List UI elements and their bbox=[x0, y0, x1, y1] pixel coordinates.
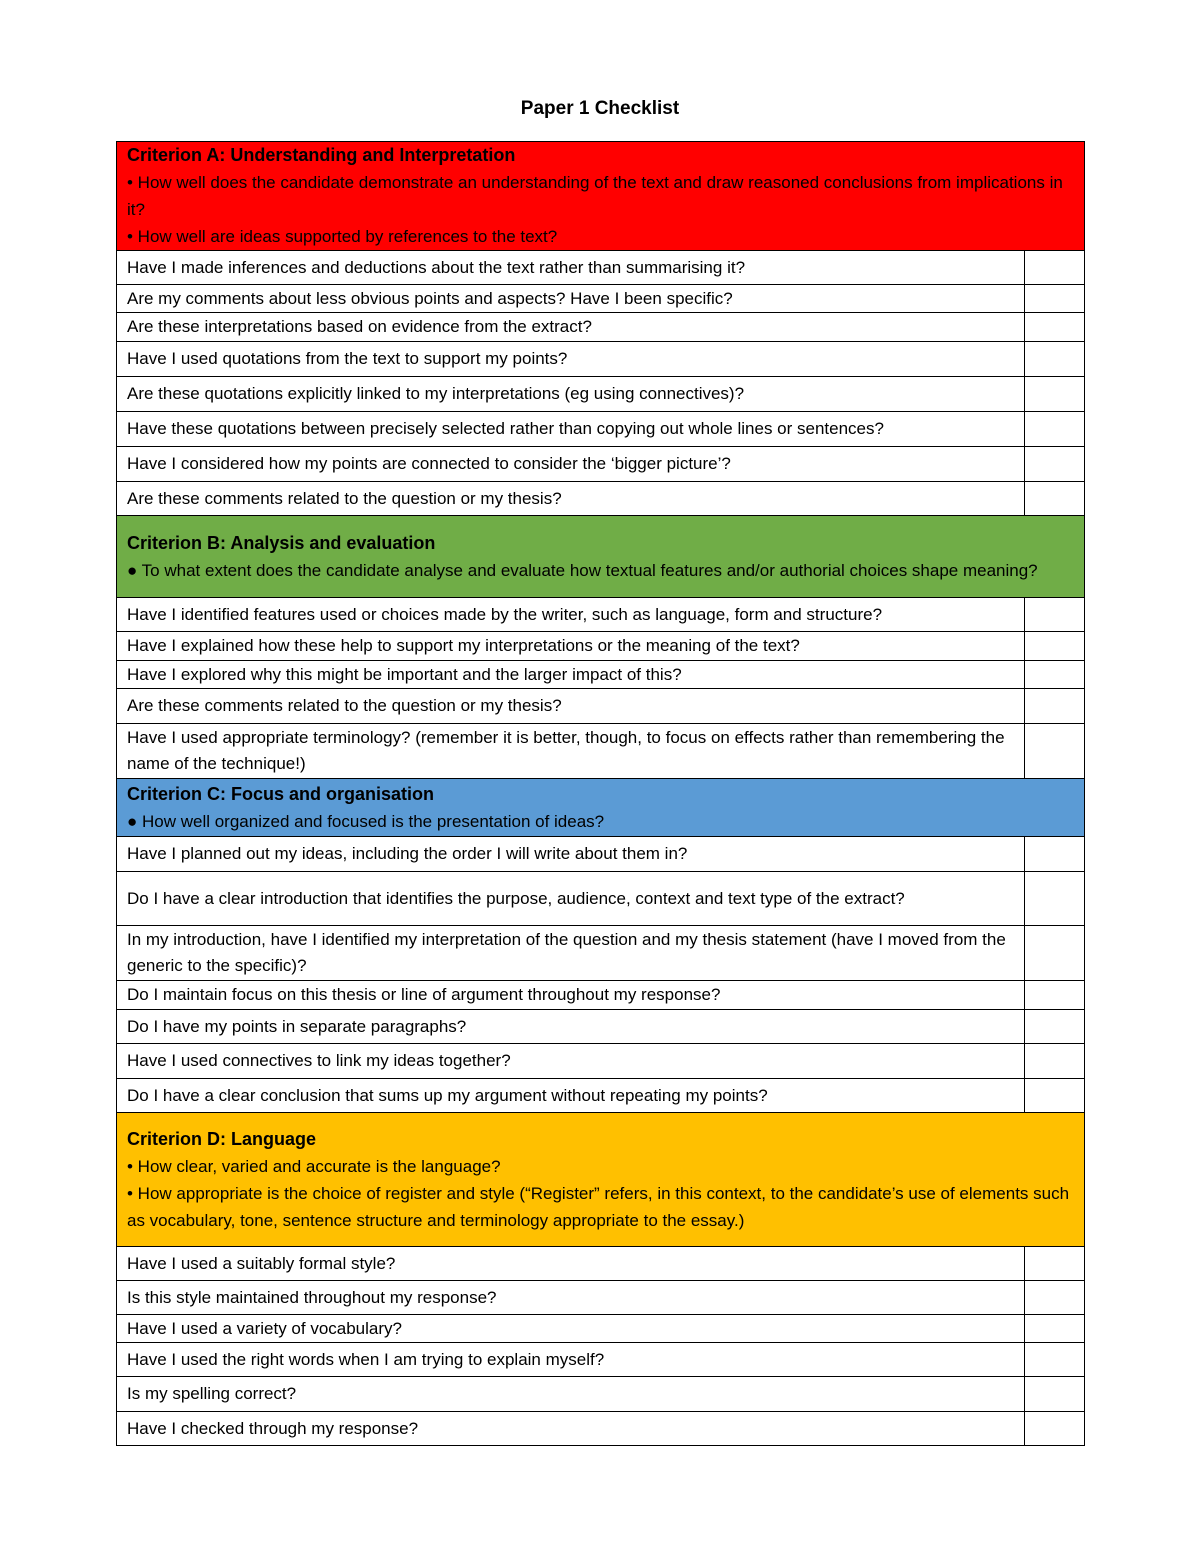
checklist-question: Have these quotations between precisely selected rather than copying out whole lines or sentences? bbox=[117, 412, 1025, 447]
checkbox-cell[interactable] bbox=[1025, 1377, 1085, 1412]
checklist-question: In my introduction, have I identified my interpretation of the question and my thesis statement (have I moved from the generic to the specific)? bbox=[117, 926, 1025, 981]
checklist-row bbox=[117, 1377, 1085, 1412]
checkbox-cell[interactable] bbox=[1025, 482, 1085, 516]
checklist-row bbox=[117, 926, 1085, 981]
checklist-row bbox=[117, 1412, 1085, 1446]
checklist-question: Do I have a clear conclusion that sums up my argument without repeating my points? bbox=[117, 1079, 1025, 1113]
checklist-question: Is this style maintained throughout my response? bbox=[117, 1281, 1025, 1315]
checklist-row bbox=[117, 872, 1085, 926]
checkbox-cell[interactable] bbox=[1025, 1281, 1085, 1315]
checklist-row bbox=[117, 1044, 1085, 1079]
checklist-question: Are these comments related to the question or my thesis? bbox=[117, 482, 1025, 516]
criterion-title: Criterion D: Language bbox=[127, 1128, 317, 1149]
checkbox-cell[interactable] bbox=[1025, 1010, 1085, 1044]
checkbox-cell[interactable] bbox=[1025, 981, 1085, 1010]
criterion-header-row bbox=[117, 779, 1085, 837]
criterion-header-row bbox=[117, 1113, 1085, 1247]
criterion-header-row bbox=[117, 516, 1085, 598]
checkbox-cell[interactable] bbox=[1025, 313, 1085, 342]
checklist-question: Is my spelling correct? bbox=[117, 1377, 1025, 1412]
checklist-question: Are these quotations explicitly linked to my interpretations (eg using connectives)? bbox=[117, 377, 1025, 412]
checkbox-cell[interactable] bbox=[1025, 872, 1085, 926]
checkbox-cell[interactable] bbox=[1025, 689, 1085, 724]
checklist-row bbox=[117, 1247, 1085, 1281]
checkbox-cell[interactable] bbox=[1025, 837, 1085, 872]
checklist-row bbox=[117, 313, 1085, 342]
criterion-bullet: ● To what extent does the candidate analyse and evaluate how textual features and/or authorial choices shape meaning? bbox=[127, 560, 1038, 580]
checklist-row bbox=[117, 981, 1085, 1010]
checklist-question: Have I used a suitably formal style? bbox=[117, 1247, 1025, 1281]
criterion-bullet: • How well are ideas supported by references to the text? bbox=[127, 227, 558, 246]
checkbox-cell[interactable] bbox=[1025, 412, 1085, 447]
checkbox-cell[interactable] bbox=[1025, 377, 1085, 412]
checklist-row bbox=[117, 412, 1085, 447]
checklist-row bbox=[117, 377, 1085, 412]
checklist-question: Have I used a variety of vocabulary? bbox=[117, 1315, 1025, 1343]
checkbox-cell[interactable] bbox=[1025, 1247, 1085, 1281]
checklist-row bbox=[117, 598, 1085, 632]
checklist-row bbox=[117, 251, 1085, 285]
checklist-row bbox=[117, 661, 1085, 689]
checklist-question: Do I maintain focus on this thesis or line of argument throughout my response? bbox=[117, 981, 1025, 1010]
checklist-row bbox=[117, 482, 1085, 516]
checkbox-cell[interactable] bbox=[1025, 926, 1085, 981]
checklist-row bbox=[117, 1343, 1085, 1377]
checklist-row bbox=[117, 724, 1085, 779]
checkbox-cell[interactable] bbox=[1025, 1315, 1085, 1343]
criterion-bullet: • How well does the candidate demonstrate an understanding of the text and draw reasoned conclusions from implications in it? bbox=[127, 173, 1063, 219]
checklist-question: Have I planned out my ideas, including the order I will write about them in? bbox=[117, 837, 1025, 872]
checkbox-cell[interactable] bbox=[1025, 632, 1085, 661]
checklist-question: Have I identified features used or choices made by the writer, such as language, form and structure? bbox=[117, 598, 1025, 632]
checklist-row bbox=[117, 837, 1085, 872]
checklist-question: Have I explored why this might be important and the larger impact of this? bbox=[117, 661, 1025, 689]
checkbox-cell[interactable] bbox=[1025, 285, 1085, 313]
checkbox-cell[interactable] bbox=[1025, 342, 1085, 377]
checkbox-cell[interactable] bbox=[1025, 1412, 1085, 1446]
checklist-question: Are my comments about less obvious points and aspects? Have I been specific? bbox=[117, 285, 1025, 313]
checklist-row bbox=[117, 632, 1085, 661]
checkbox-cell[interactable] bbox=[1025, 1343, 1085, 1377]
checklist-row bbox=[117, 1010, 1085, 1044]
criterion-header bbox=[117, 1113, 1085, 1247]
checkbox-cell[interactable] bbox=[1025, 251, 1085, 285]
checklist-table bbox=[116, 141, 1085, 1446]
checklist-question: Are these comments related to the question or my thesis? bbox=[117, 689, 1025, 724]
checkbox-cell[interactable] bbox=[1025, 661, 1085, 689]
checklist-question: Have I used quotations from the text to support my points? bbox=[117, 342, 1025, 377]
checklist-row bbox=[117, 689, 1085, 724]
checkbox-cell[interactable] bbox=[1025, 724, 1085, 779]
page-title: Paper 1 Checklist bbox=[520, 98, 680, 119]
criterion-title: Criterion A: Understanding and Interpretation bbox=[127, 145, 516, 165]
checklist-row bbox=[117, 285, 1085, 313]
criterion-title: Criterion B: Analysis and evaluation bbox=[127, 532, 436, 553]
checklist-question: Have I made inferences and deductions about the text rather than summarising it? bbox=[117, 251, 1025, 285]
criterion-title: Criterion C: Focus and organisation bbox=[127, 783, 435, 804]
criterion-header bbox=[117, 142, 1085, 251]
checklist-question: Have I used connectives to link my ideas together? bbox=[117, 1044, 1025, 1079]
criterion-bullet: • How clear, varied and accurate is the language? bbox=[127, 1156, 501, 1176]
checklist-question: Have I considered how my points are connected to consider the ‘bigger picture’? bbox=[117, 447, 1025, 482]
criterion-header bbox=[117, 516, 1085, 598]
checkbox-cell[interactable] bbox=[1025, 447, 1085, 482]
checklist-question: Have I checked through my response? bbox=[117, 1412, 1025, 1446]
checklist-row bbox=[117, 447, 1085, 482]
checklist-row bbox=[117, 342, 1085, 377]
checklist-question: Have I used appropriate terminology? (remember it is better, though, to focus on effects rather than remembering the name of the technique!) bbox=[117, 724, 1025, 779]
criterion-bullet: ● How well organized and focused is the presentation of ideas? bbox=[127, 811, 605, 831]
checklist-question: Do I have a clear introduction that identifies the purpose, audience, context and text type of the extract? bbox=[117, 872, 1025, 926]
checkbox-cell[interactable] bbox=[1025, 598, 1085, 632]
checkbox-cell[interactable] bbox=[1025, 1079, 1085, 1113]
criterion-header bbox=[117, 779, 1085, 837]
criterion-bullet: • How appropriate is the choice of register and style (“Register” refers, in this context, to the candidate’s use of elements such as vocabulary, tone, sentence structure and terminology appropriate to the essay.) bbox=[127, 1183, 1070, 1230]
checklist-row bbox=[117, 1315, 1085, 1343]
criterion-header-row bbox=[117, 142, 1085, 251]
checklist-row bbox=[117, 1079, 1085, 1113]
checklist-question: Have I explained how these help to support my interpretations or the meaning of the text? bbox=[117, 632, 1025, 661]
checklist-question: Have I used the right words when I am trying to explain myself? bbox=[117, 1343, 1025, 1377]
checklist-question: Are these interpretations based on evidence from the extract? bbox=[117, 313, 1025, 342]
checklist-row bbox=[117, 1281, 1085, 1315]
checklist-question: Do I have my points in separate paragraphs? bbox=[117, 1010, 1025, 1044]
checkbox-cell[interactable] bbox=[1025, 1044, 1085, 1079]
